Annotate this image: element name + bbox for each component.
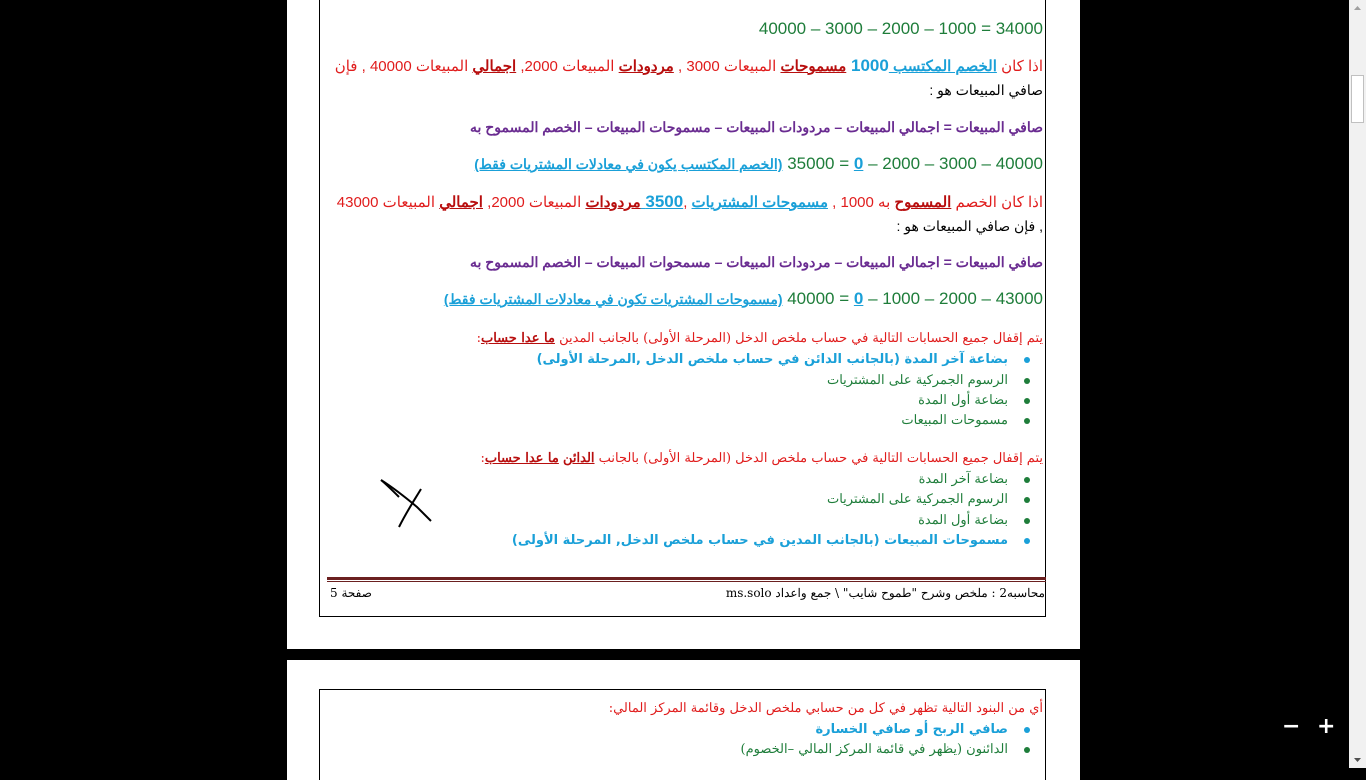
net-sales-formula-2: صافي المبيعات = اجمالي المبيعات – مردودات المبيعات – مسمحوات المبيعات – الخصم المسموح به [469,254,1043,270]
equation-line-2: 40000 – 3000 – 2000 – 0 = 35000 (الخصم المكتسب يكون في معادلات المشتريات فقط) [474,154,1043,173]
list-item: الرسوم الجمركية على المشتريات [827,372,1030,390]
bullet-icon [1024,747,1030,753]
page-number: صفحة 5 [330,586,372,600]
document-page-5 [287,0,1080,649]
question-2-line-1: اذا كان الخصم المسموح به 1000 , مسموحات المشتريات ,3500 مردودات المبيعات 2000, اجمالي المبيعات 43000 [336,192,1043,211]
footer-title: محاسبه2 : ملخص وشرح "طموح شايب" \ جمع واعداد ms.solo [725,586,1045,600]
footer-rule [327,577,1046,580]
equation-line-3: 43000 – 2000 – 1000 – 0 = 40000 (مسموحات المشتريات تكون في معادلات المشتريات فقط) [443,289,1043,308]
list-item: بضاعة آخر المدة [919,471,1030,489]
scroll-down-arrow-icon[interactable] [1349,751,1366,768]
question-text: أي من البنود التالية تظهر في كل من حسابي ملخص الدخل وقائمة المركز المالي: [608,701,1043,716]
footer-rule-thin [327,581,1046,582]
scroll-up-arrow-icon[interactable] [1349,0,1366,17]
net-sales-formula-1: صافي المبيعات = اجمالي المبيعات – مردودات المبيعات – مسموحات المبيعات – الخصم المسموح به [469,119,1043,135]
question-1-line-1: اذا كان الخصم المكتسب 1000 مسموحات المبيعات 3000 , مردودات المبيعات 2000, اجمالي المبيعات 40000 , فإن [334,56,1043,75]
list-item: الرسوم الجمركية على المشتريات [827,491,1030,509]
bullet-icon [1024,398,1030,404]
bullet-icon [1024,477,1030,483]
zoom-in-button[interactable]: + [1317,714,1336,739]
list-1-header: يتم إقفال جميع الحسابات التالية في حساب ملخص الدخل (المرحلة الأولى) بالجانب المدين ما عدا حساب: [476,331,1043,346]
list-item: صافي الربح أو صافي الخسارة [815,721,1030,739]
bullet-icon [1024,357,1030,363]
bullet-icon [1024,497,1030,503]
list-item: بضاعة أول المدة [918,392,1030,410]
bullet-icon [1024,727,1030,733]
list-item: مسموحات المبيعات (بالجانب المدين في حساب ملخص الدخل, المرحلة الأولى) [512,532,1030,550]
question-1-line-2: صافي المبيعات هو : [929,82,1043,98]
list-item: مسموحات المبيعات [901,412,1030,430]
equation-line-1: 34000 = 1000 – 2000 – 3000 – 40000 [758,19,1043,38]
bullet-icon [1024,418,1030,424]
document-page-6 [287,660,1080,780]
question-2-line-2: , فإن صافي المبيعات هو : [896,218,1043,234]
list-2-header: يتم إقفال جميع الحسابات التالية في حساب ملخص الدخل (المرحلة الأولى) بالجانب الدائن ما عدا حساب: [480,451,1043,466]
bullet-icon [1024,538,1030,544]
zoom-out-button[interactable]: − [1282,714,1301,739]
list-item: الدائنون (يظهر في قائمة المركز المالي –الخصوم) [741,741,1031,759]
scrollbar-thumb[interactable] [1351,75,1364,123]
vertical-scrollbar[interactable] [1349,0,1366,768]
list-item: بضاعة أول المدة [918,512,1030,530]
bullet-icon [1024,378,1030,384]
bullet-icon [1024,518,1030,524]
list-item: بضاعة آخر المدة (بالجانب الدائن في حساب ملخص الدخل ,المرحلة الأولى) [537,351,1030,369]
handwritten-x-mark [377,475,437,535]
